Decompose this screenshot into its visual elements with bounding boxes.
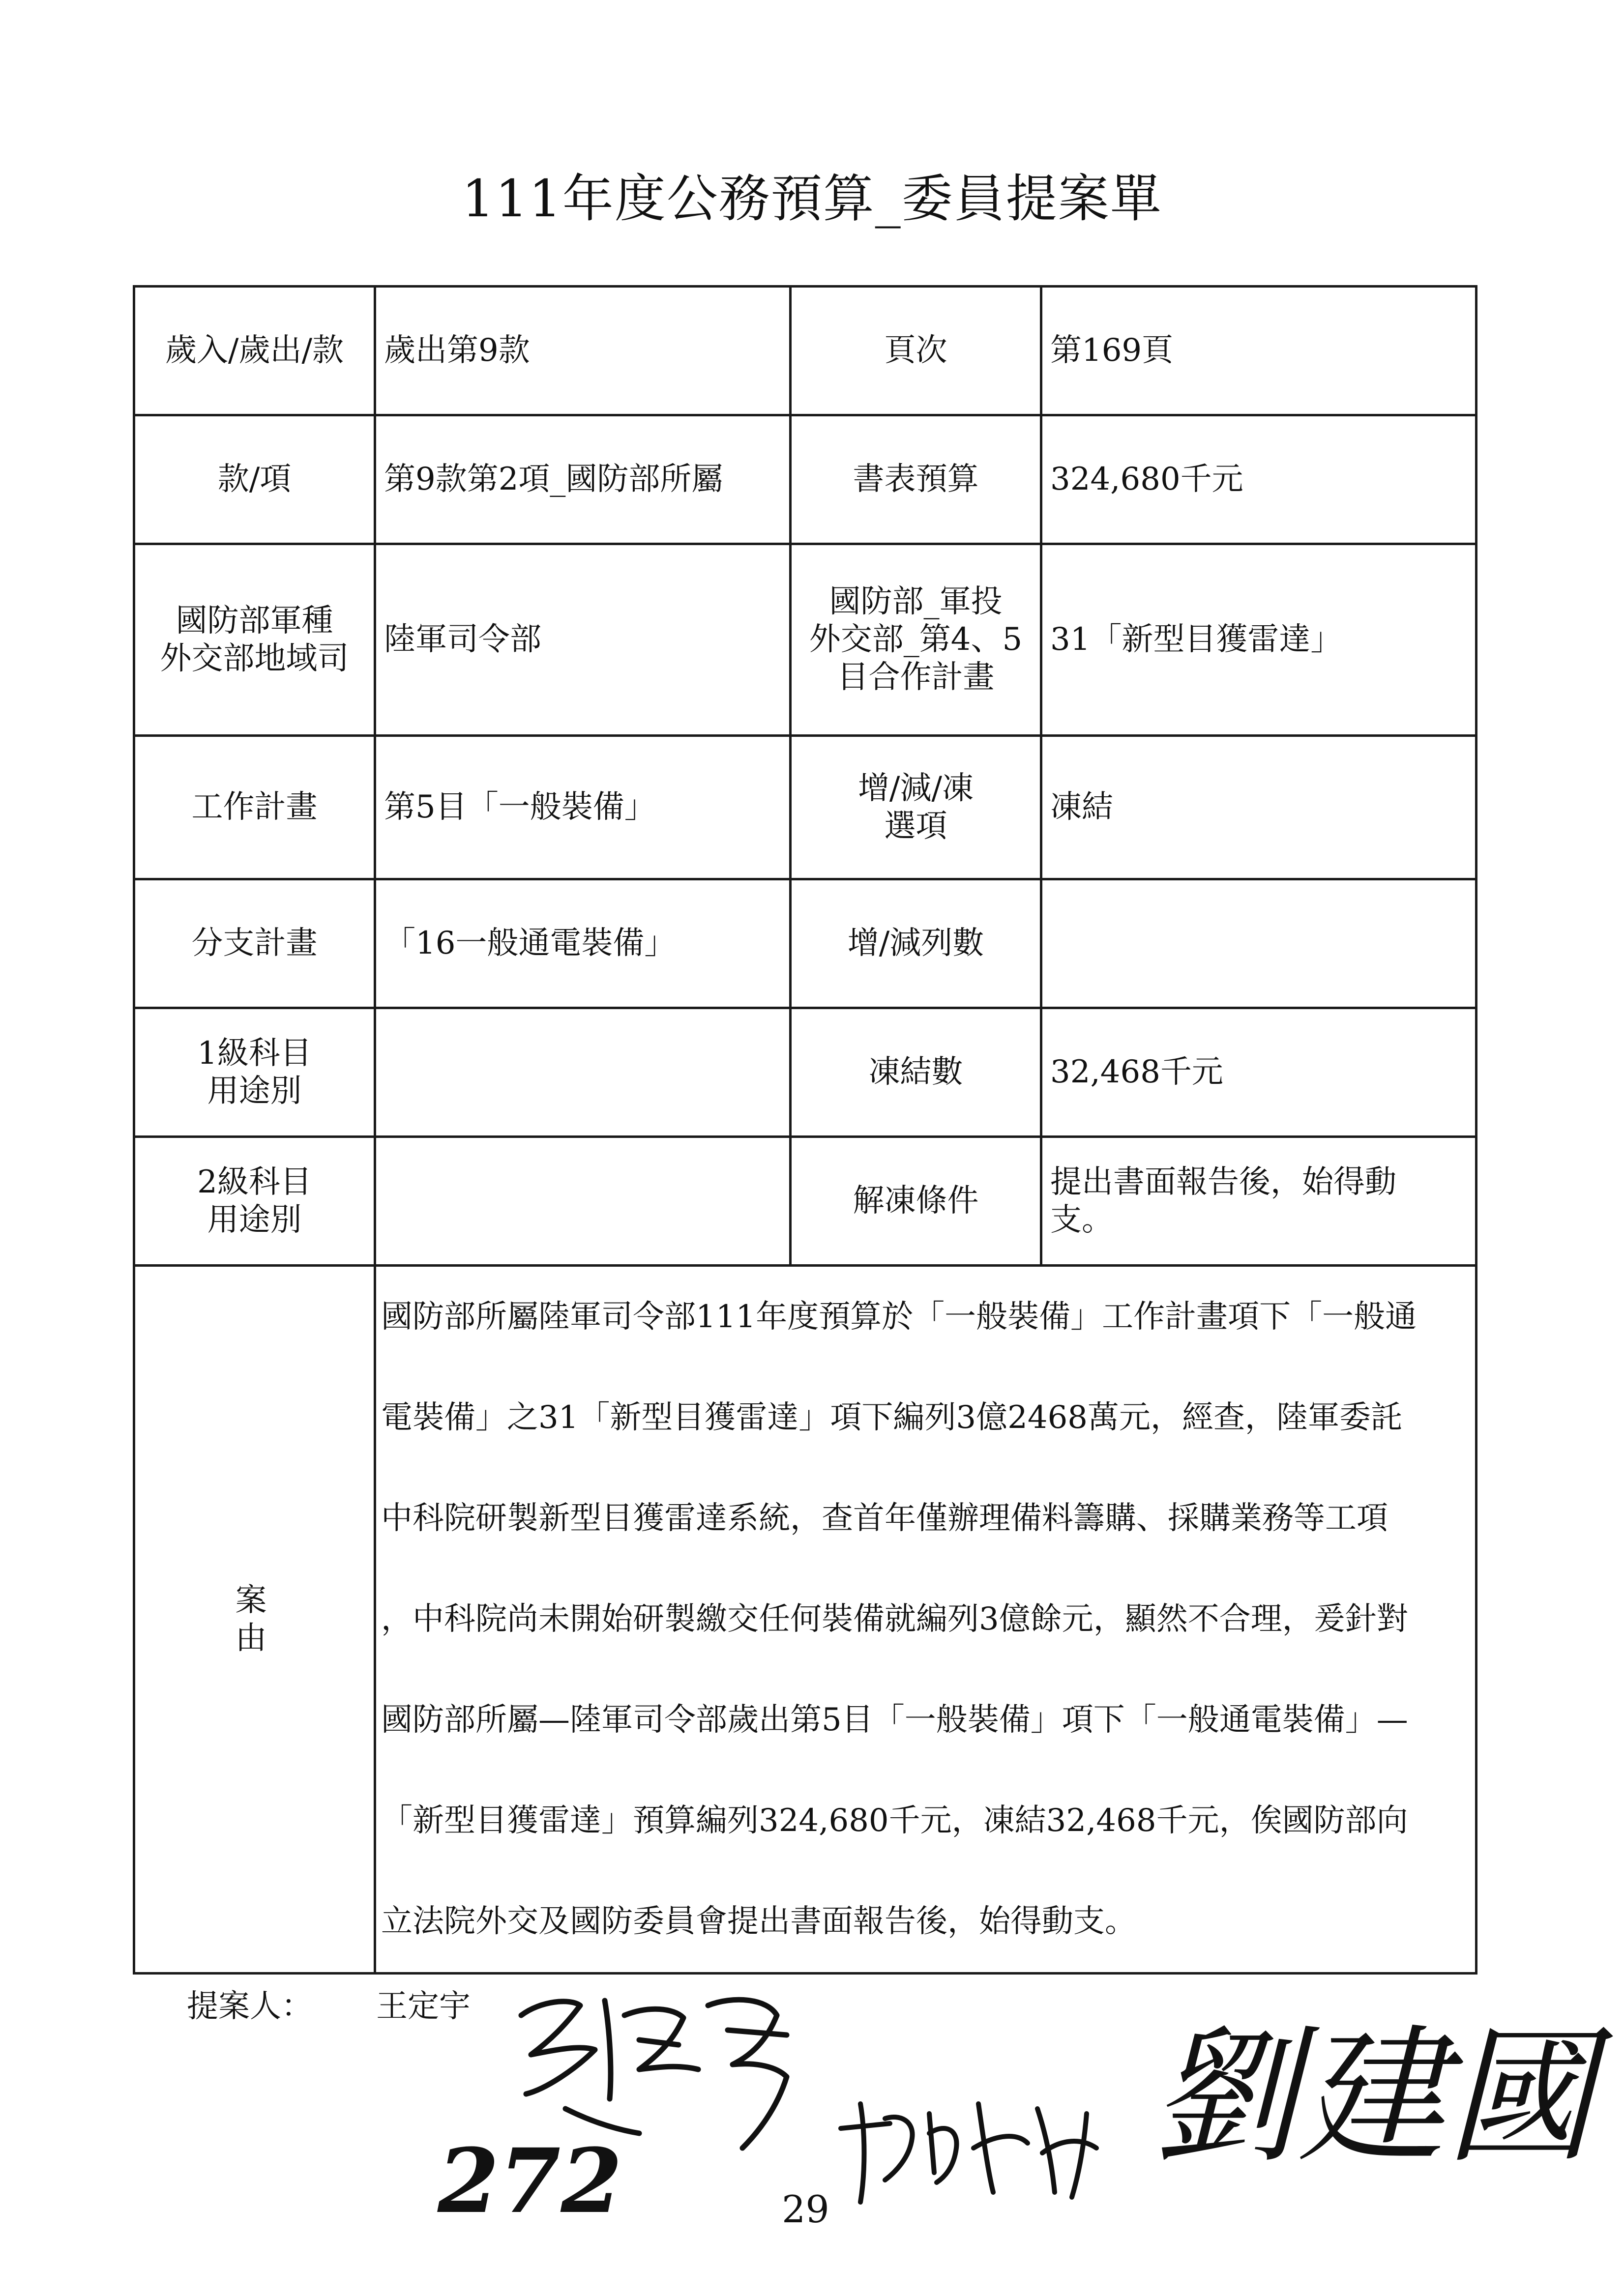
label-line: 國防部軍種: [176, 602, 333, 639]
field-label: 解凍條件: [791, 1137, 1041, 1266]
field-label: 頁次: [791, 287, 1041, 415]
reason-line: 國防部所屬—陸軍司令部歲出第5目「一般裝備」項下「一般通電裝備」—: [381, 1702, 1408, 1738]
field-value: 第169頁: [1041, 287, 1476, 415]
label-line: 1級科目: [197, 1035, 312, 1072]
proposer-name: 王定宇: [376, 1988, 471, 2025]
cosigner-signature: [1146, 1986, 1593, 2202]
form-row: [134, 544, 1476, 736]
field-label: 款/項: [134, 415, 375, 544]
label-line: 增/減/凍: [857, 770, 974, 807]
field-value: 歲出第9款: [375, 287, 791, 415]
label-line: 外交部地域司: [160, 640, 349, 677]
form-row: [134, 1008, 1476, 1137]
label-line: 2級科目: [197, 1163, 312, 1200]
field-label: 凍結數: [791, 1008, 1041, 1137]
proposal-form-table: [133, 285, 1477, 1975]
label-line: 用途別: [207, 1201, 302, 1238]
field-value: 324,680千元: [1041, 415, 1476, 544]
reason-line: 電裝備」之31「新型目獲雷達」項下編列3億2468萬元，經查，陸軍委託: [381, 1399, 1403, 1436]
field-value: 32,468千元: [1041, 1008, 1476, 1137]
label-line: 用途別: [207, 1073, 302, 1109]
cosigner-signature-scribble: [831, 2074, 1146, 2222]
reason-line: 國防部所屬陸軍司令部111年度預算於「一般裝備」工作計畫項下「一般通: [381, 1299, 1417, 1335]
reason-line: 「新型目獲雷達」預算編列324,680千元，凍結32,468千元，俟國防部向: [381, 1802, 1408, 1839]
field-label: 分支計畫: [134, 879, 375, 1008]
label-line: 選項: [884, 808, 947, 844]
cosigner-signature-text: 劉建國: [1151, 2011, 1593, 2183]
page-title: 111年度公務預算_委員提案單: [462, 169, 1162, 229]
reason-label: 案由: [134, 1266, 375, 1974]
field-label: 工作計畫: [134, 736, 375, 879]
field-value: 凍結: [1041, 736, 1476, 879]
reason-line: 立法院外交及國防委員會提出書面報告後，始得動支。: [381, 1903, 1136, 1940]
value-line: 提出書面報告後，始得動: [1050, 1163, 1396, 1200]
reason-text: [376, 1267, 1475, 1972]
field-label: [791, 544, 1041, 736]
proposer-label: 提案人：: [187, 1988, 313, 2025]
field-label: 歲入/歲出/款: [134, 287, 375, 415]
field-value: [1041, 879, 1476, 1008]
form-row: [134, 287, 1476, 415]
field-value: 31「新型目獲雷達」: [1041, 544, 1476, 736]
field-label: [134, 544, 375, 736]
field-value: [375, 1008, 791, 1137]
field-label: [134, 1008, 375, 1137]
label-line: 外交部_第4、5: [809, 621, 1023, 658]
handwritten-number: [433, 2128, 622, 2233]
field-value: [1041, 1137, 1476, 1266]
field-value: [375, 1137, 791, 1266]
form-row: [134, 879, 1476, 1008]
field-value: 「16一般通電裝備」: [375, 879, 791, 1008]
reason-line: 中科院研製新型目獲雷達系統，查首年僅辦理備料籌購、採購業務等工項: [381, 1500, 1388, 1537]
field-value: 第9款第2項_國防部所屬: [375, 415, 791, 544]
reason-cell: [375, 1266, 1476, 1974]
field-value: 第5目「一般裝備」: [375, 736, 791, 879]
field-label: 增/減列數: [791, 879, 1041, 1008]
field-value: 陸軍司令部: [375, 544, 791, 736]
value-line: 支。: [1050, 1201, 1113, 1238]
form-row: [134, 1137, 1476, 1266]
label-line: 國防部_軍投: [829, 583, 1003, 620]
handwritten-number-text: 272: [438, 2129, 622, 2233]
label-line: 目合作計畫: [837, 659, 995, 696]
reason-line: ，中科院尚未開始研製繳交任何裝備就編列3億餘元，顯然不合理，爰針對: [381, 1601, 1408, 1637]
reason-row: [134, 1266, 1476, 1974]
field-label: [134, 1137, 375, 1266]
field-label: 書表預算: [791, 415, 1041, 544]
form-row: [134, 415, 1476, 544]
form-row: [134, 736, 1476, 879]
page-number: 29: [782, 2187, 829, 2231]
field-label: [791, 736, 1041, 879]
